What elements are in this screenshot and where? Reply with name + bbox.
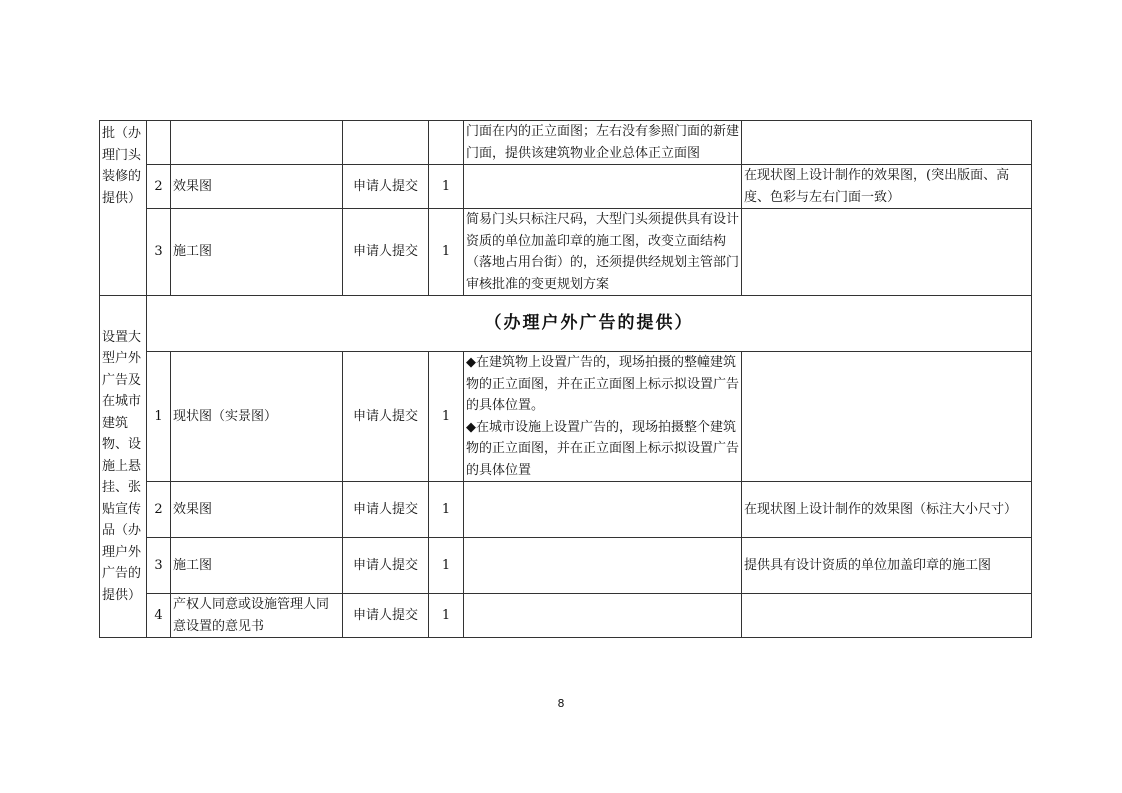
row-number: 2	[147, 482, 171, 538]
copies: 1	[429, 594, 464, 638]
copies: 1	[429, 352, 464, 482]
matter-label: 批（办理门头装修的提供）	[100, 121, 147, 296]
requirement-line: ◆在城市设施上设置广告的，现场拍摄整个建筑物的正立面图，并在正立面图上标示拟设置广告的具体位置	[466, 419, 740, 478]
matter-label: 设置大型户外广告及在城市建筑物、设施上悬挂、张贴宣传品（办理户外广告的提供）	[100, 296, 147, 638]
copies	[429, 121, 464, 165]
requirement: 门面在内的正立面图；左右没有参照门面的新建门面，提供该建筑物业企业总体正立面图	[464, 121, 742, 165]
remark: 提供具有设计资质的单位加盖印章的施工图	[742, 538, 1032, 594]
remark: 在现状图上设计制作的效果图（标注大小尺寸）	[742, 482, 1032, 538]
requirement: 简易门头只标注尺码，大型门头须提供具有设计资质的单位加盖印章的施工图，改变立面结构（落地占用台街）的，还须提供经规划主管部门审核批准的变更规划方案	[464, 209, 742, 296]
submitter: 申请人提交	[343, 165, 429, 209]
material-name: 效果图	[171, 165, 343, 209]
material-name: 施工图	[171, 209, 343, 296]
row-number: 3	[147, 209, 171, 296]
row-number: 3	[147, 538, 171, 594]
requirement	[464, 538, 742, 594]
row-number: 4	[147, 594, 171, 638]
copies: 1	[429, 165, 464, 209]
page-number: 8	[557, 697, 565, 710]
table-row	[100, 209, 1032, 296]
requirement	[464, 482, 742, 538]
row-number: 2	[147, 165, 171, 209]
row-number	[147, 121, 171, 165]
table-row	[100, 482, 1032, 538]
submitter: 申请人提交	[343, 482, 429, 538]
submitter	[343, 121, 429, 165]
requirement	[464, 352, 742, 482]
table-row	[100, 296, 1032, 352]
requirement-line: ◆在建筑物上设置广告的，现场拍摄的整幢建筑物的正立面图，并在正立面图上标示拟设置广告的具体位置。	[466, 355, 740, 413]
material-name: 施工图	[171, 538, 343, 594]
remark: 在现状图上设计制作的效果图，(突出版面、高度、色彩与左右门面一致）	[742, 165, 1032, 209]
submitter: 申请人提交	[343, 352, 429, 482]
submitter: 申请人提交	[343, 594, 429, 638]
remark	[742, 594, 1032, 638]
table-row	[100, 352, 1032, 482]
material-name	[171, 121, 343, 165]
submitter: 申请人提交	[343, 538, 429, 594]
materials-table	[99, 120, 1032, 638]
copies: 1	[429, 209, 464, 296]
row-number: 1	[147, 352, 171, 482]
section-heading: （办理户外广告的提供）	[147, 296, 1032, 352]
table-row	[100, 594, 1032, 638]
remark	[742, 121, 1032, 165]
requirement	[464, 165, 742, 209]
requirement	[464, 594, 742, 638]
material-name: 效果图	[171, 482, 343, 538]
remark	[742, 209, 1032, 296]
table-row	[100, 165, 1032, 209]
copies: 1	[429, 482, 464, 538]
copies: 1	[429, 538, 464, 594]
material-name: 现状图（实景图）	[171, 352, 343, 482]
table-row	[100, 121, 1032, 165]
remark	[742, 352, 1032, 482]
table-row	[100, 538, 1032, 594]
submitter: 申请人提交	[343, 209, 429, 296]
material-name: 产权人同意或设施管理人同意设置的意见书	[171, 594, 343, 638]
